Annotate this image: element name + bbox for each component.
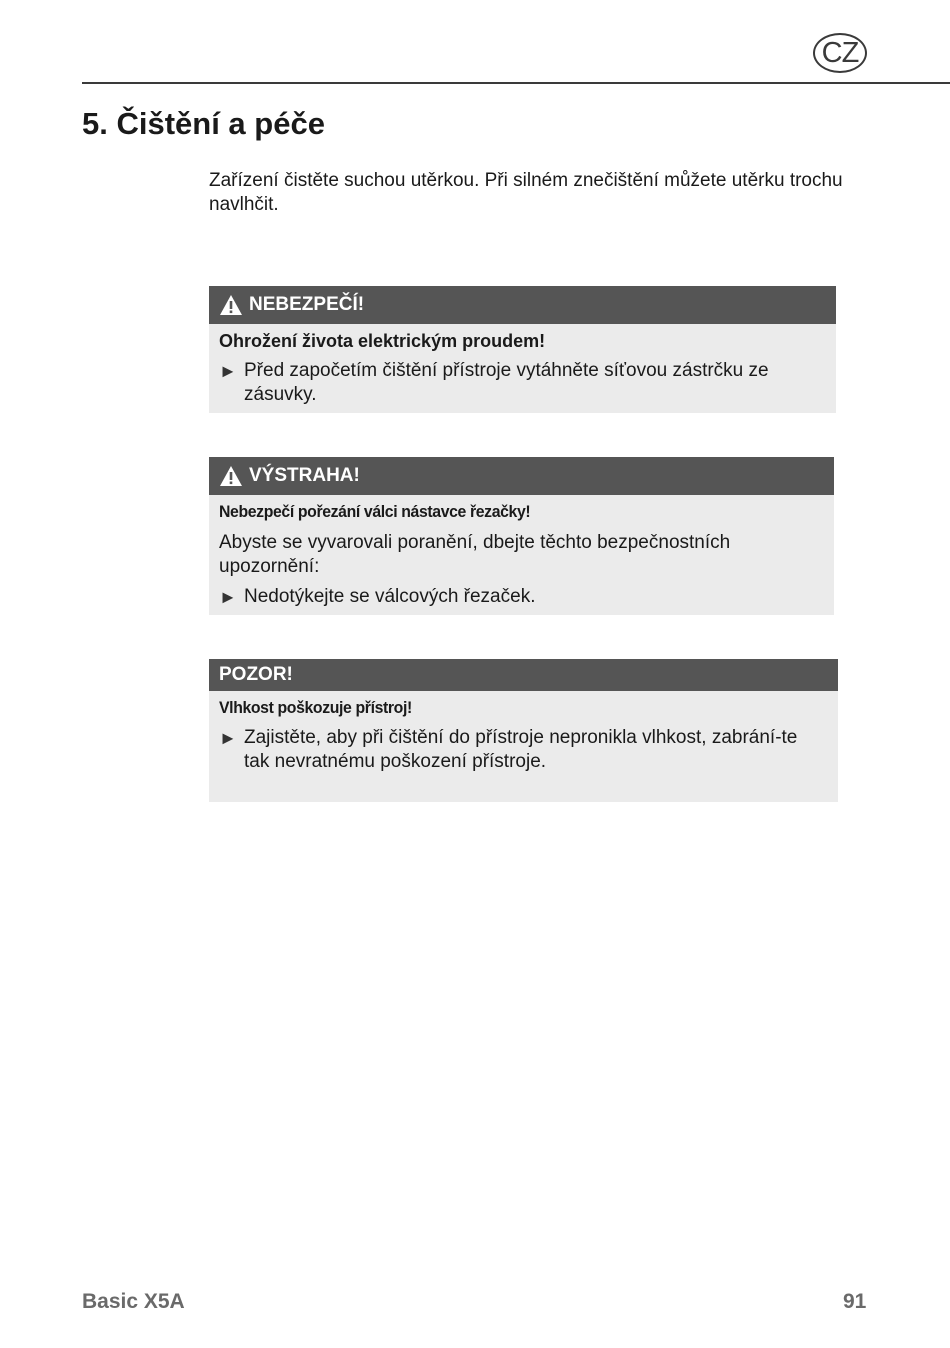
warning-notice-label: VÝSTRAHA! [249,465,360,486]
caution-notice-subheading: Vlhkost poškozuje přístroj! [219,698,412,717]
bullet-text: Zajistěte, aby při čištění do přístroje nepronikla vlhkost, zabrání-te tak nevratnému poškození přístroje. [244,727,798,772]
bullet-arrow-icon: ► [219,728,237,748]
warning-notice-text: Abyste se vyvarovali poranění, dbejte těchto bezpečnostních upozornění: [219,532,731,577]
warning-notice-subheading: Nebezpečí pořezání válci nástavce řezačky! [219,502,531,521]
page-number: 91 [843,1290,867,1313]
danger-notice-subheading: Ohrožení života elektrickým proudem! [219,331,546,351]
bullet-text: Nedotýkejte se válcových řezaček. [244,586,536,607]
danger-notice-header [209,286,836,324]
danger-notice [209,286,836,413]
list-item [219,359,826,407]
page-title: 5. Čištění a péče [82,106,325,141]
caution-notice [209,659,838,802]
bullet-text: Před započetím čištění přístroje vytáhněte síťovou zástrčku ze zásuvky. [244,360,769,405]
warning-triangle-icon [219,294,243,316]
header-rule [82,82,950,84]
danger-notice-label: NEBEZPEČÍ! [249,294,365,315]
caution-notice-header [209,659,838,691]
footer-product-name: Basic X5A [82,1290,185,1313]
warning-triangle-icon [219,465,243,487]
language-badge: CZ [813,33,867,73]
bullet-arrow-icon: ► [219,587,237,607]
intro-paragraph: Zařízení čistěte suchou utěrkou. Při silném znečištění můžete utěrku trochu navlhčit. [209,170,843,215]
list-item [219,585,824,609]
warning-notice [209,457,834,615]
caution-notice-label: POZOR! [219,664,293,685]
bullet-arrow-icon: ► [219,361,237,381]
list-item [219,726,819,774]
warning-notice-header [209,457,834,495]
